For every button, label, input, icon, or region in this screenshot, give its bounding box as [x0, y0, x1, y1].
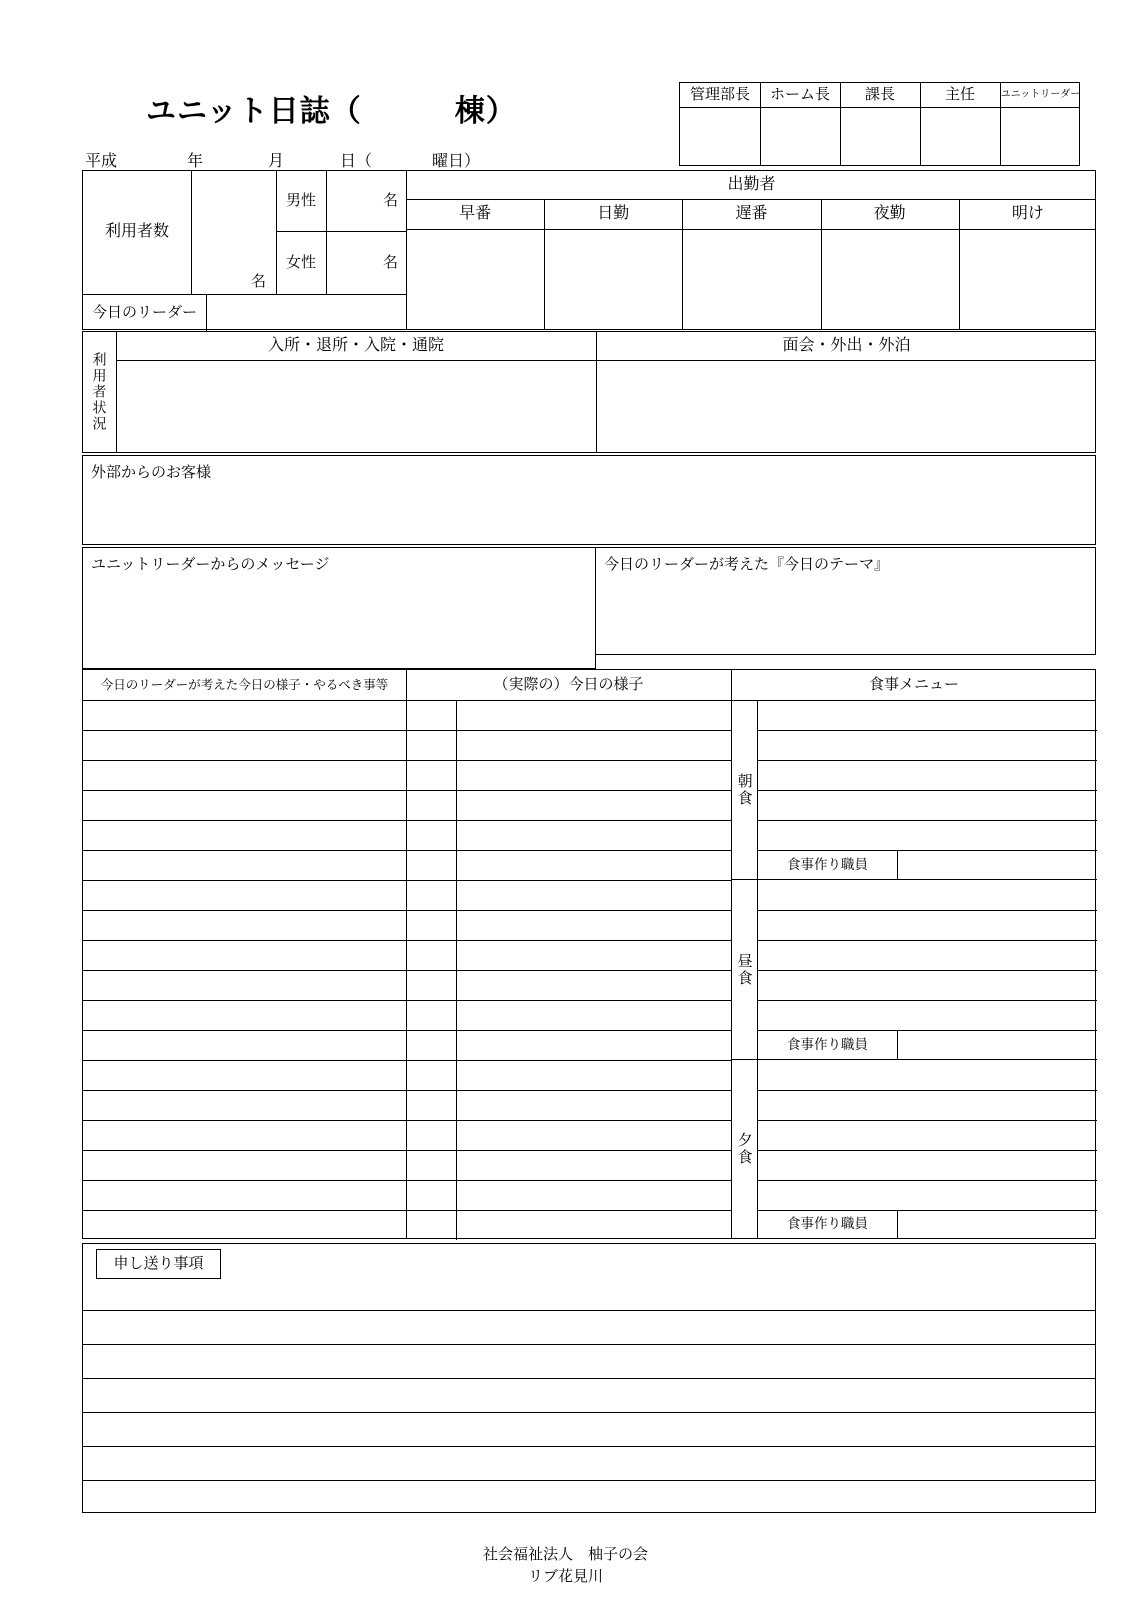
- shift-morning-after-header: 明け: [1011, 204, 1044, 222]
- plan-column-header: 今日のリーダーが考えた今日の様子・やるべき事等: [100, 677, 389, 692]
- divider: [821, 199, 822, 329]
- date-year-label: 年: [187, 153, 204, 170]
- rule-line: [83, 1446, 1095, 1447]
- actual-ruled-area: [406, 700, 731, 1240]
- unit-leader-message-label: ユニットリーダーからのメッセージ: [91, 556, 330, 573]
- date-era-label: 平成: [85, 153, 118, 170]
- status-visit-column-header: 面会・外出・外泊: [782, 336, 911, 354]
- rule-line: [406, 1120, 731, 1121]
- rule-line: [406, 1210, 731, 1211]
- footer-organization: 社会福祉法人 柚子の会: [482, 1546, 648, 1563]
- dinner-block: [731, 1060, 1097, 1238]
- shift-night-header: 夜勤: [873, 204, 906, 222]
- rule-line: [406, 1090, 731, 1091]
- rule-line: [758, 850, 1097, 851]
- approval-header-section-chief: 課長: [864, 86, 895, 104]
- breakfast-label-text: 朝食: [735, 772, 753, 807]
- user-status-vertical-label-text: 利用者状況: [91, 352, 108, 432]
- page-title: ユニット日誌（ 棟）: [146, 95, 517, 128]
- rule-line: [83, 1344, 1095, 1345]
- lunch-staff-label: 食事作り職員: [758, 1030, 898, 1059]
- rule-line: [83, 820, 406, 821]
- breakfast-label: [731, 700, 758, 879]
- outside-visitors-label: 外部からのお客様: [91, 464, 212, 481]
- rule-line: [83, 880, 406, 881]
- dinner-label: [731, 1060, 758, 1238]
- census-total-unit: 名: [250, 272, 266, 290]
- rule-line: [758, 1120, 1097, 1121]
- breakfast-block: [731, 700, 1097, 880]
- rule-line: [758, 1000, 1097, 1001]
- handover-label: 申し送り事項: [96, 1249, 221, 1279]
- lunch-label-text: 昼食: [735, 952, 753, 987]
- dinner-staff-label: 食事作り職員: [758, 1210, 898, 1238]
- shift-day-header: 日勤: [597, 204, 630, 222]
- rule-line: [83, 1090, 406, 1091]
- rule-line: [406, 910, 731, 911]
- breakfast-staff-label: 食事作り職員: [758, 850, 898, 879]
- rule-line: [83, 1060, 406, 1061]
- divider: [116, 360, 1095, 361]
- rule-line: [406, 1030, 731, 1031]
- rule-line: [758, 760, 1097, 761]
- rule-line: [83, 910, 406, 911]
- approval-header-chief: 主任: [944, 86, 975, 104]
- male-count-unit: 名: [382, 192, 398, 210]
- rule-line: [758, 1150, 1097, 1151]
- rule-line: [758, 820, 1097, 821]
- approval-header-unit-leader: ユニットリーダー: [1000, 89, 1081, 101]
- handover-section: [82, 1243, 1096, 1513]
- rule-line: [406, 1000, 731, 1001]
- divider: [682, 199, 683, 329]
- rule-line: [758, 730, 1097, 731]
- divider: [544, 199, 545, 329]
- rule-line: [758, 1030, 1097, 1031]
- today-leader-label: 今日のリーダー: [91, 303, 197, 321]
- rule-line: [406, 1060, 731, 1061]
- rule-line: [83, 1180, 406, 1181]
- rule-line: [83, 1412, 1095, 1413]
- date-weekday-label: 曜日）: [432, 153, 481, 170]
- rule-line: [83, 1480, 1095, 1481]
- lunch-label: [731, 880, 758, 1059]
- rule-line: [83, 1150, 406, 1151]
- rule-line: [83, 760, 406, 761]
- approval-header-admin-dept-head: 管理部長: [689, 86, 750, 104]
- rule-line: [83, 1210, 406, 1211]
- rule-line: [758, 1180, 1097, 1181]
- date-day-label: 日（: [340, 153, 373, 170]
- shift-late-header: 遅番: [735, 204, 768, 222]
- today-theme-label: 今日のリーダーが考えた『今日のテーマ』: [604, 556, 890, 573]
- rule-line: [83, 730, 406, 731]
- rule-line: [83, 1030, 406, 1031]
- rule-line: [83, 1378, 1095, 1379]
- rule-line: [83, 1310, 1095, 1311]
- plan-ruled-area: [83, 700, 406, 1240]
- rule-line: [758, 910, 1097, 911]
- rule-line: [406, 970, 731, 971]
- user-status-vertical-label: [83, 332, 116, 452]
- today-theme-box: [595, 547, 1096, 655]
- female-label: 女性: [285, 253, 316, 271]
- rule-line: [406, 820, 731, 821]
- rule-line: [406, 850, 731, 851]
- census-label: 利用者数: [104, 223, 169, 241]
- rule-line: [406, 760, 731, 761]
- attendance-header: 出勤者: [727, 175, 776, 193]
- divider: [959, 199, 960, 329]
- date-month-label: 月: [268, 153, 285, 170]
- divider: [406, 229, 1095, 230]
- rule-line: [758, 940, 1097, 941]
- outside-visitors-box: [82, 455, 1096, 545]
- rule-line: [83, 1000, 406, 1001]
- user-status-table: [82, 331, 1096, 453]
- lunch-block: [731, 880, 1097, 1060]
- female-count-unit: 名: [382, 253, 398, 271]
- rule-line: [758, 1210, 1097, 1211]
- rule-line: [758, 970, 1097, 971]
- divider: [680, 107, 1079, 108]
- rule-line: [758, 790, 1097, 791]
- unit-leader-message-box: [82, 547, 596, 669]
- rule-line: [406, 940, 731, 941]
- today-leader-input-area: [207, 295, 406, 330]
- dinner-label-text: 夕食: [735, 1132, 753, 1166]
- rule-line: [83, 790, 406, 791]
- male-label: 男性: [285, 192, 316, 210]
- meal-menu-column-header: 食事メニュー: [868, 676, 959, 694]
- status-admission-column-header: 入所・退所・入院・通院: [267, 336, 444, 354]
- rule-line: [758, 1090, 1097, 1091]
- rule-line: [406, 880, 731, 881]
- rule-line: [83, 940, 406, 941]
- rule-line: [83, 1120, 406, 1121]
- actual-column-header: （実際の）今日の様子: [493, 676, 644, 694]
- rule-line: [406, 1180, 731, 1181]
- census-attendance-table: [82, 170, 1096, 330]
- rule-line: [406, 1150, 731, 1151]
- shift-early-header: 早番: [459, 204, 492, 222]
- approval-stamp-table: [679, 82, 1080, 166]
- rule-line: [83, 850, 406, 851]
- rule-line: [406, 730, 731, 731]
- approval-header-home-head: ホーム長: [769, 86, 830, 104]
- daily-record-table: [82, 669, 1096, 1239]
- rule-line: [406, 790, 731, 791]
- rule-line: [83, 970, 406, 971]
- footer-facility: リブ花見川: [527, 1568, 603, 1585]
